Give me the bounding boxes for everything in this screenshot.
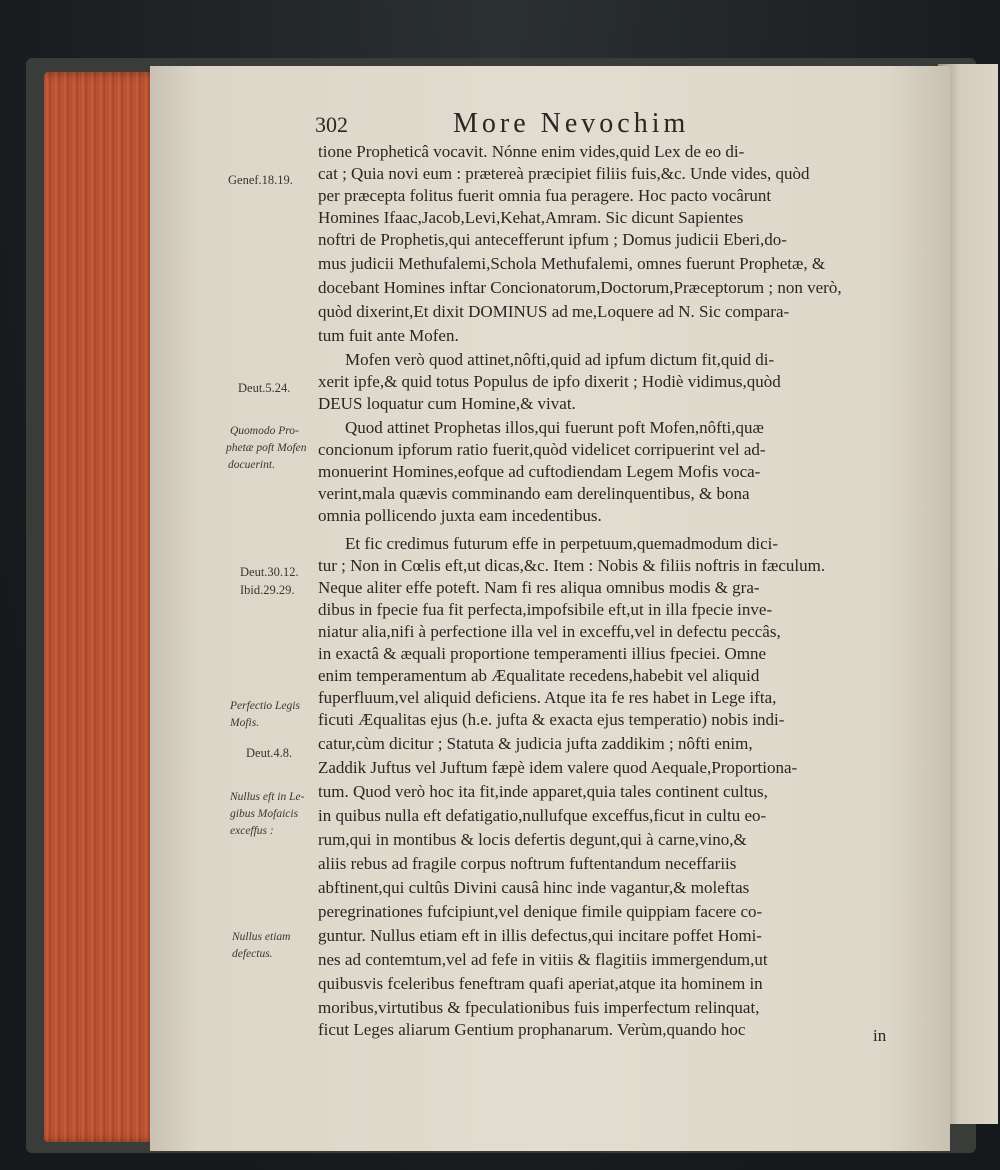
running-title: More Nevochim (453, 108, 690, 139)
text-line: niatur alia,nifi à perfectione illa vel in exceffu,vel in defectu peccâs, (318, 622, 781, 641)
text-line: Mofen verò quod attinet,nôfti,quid ad ipfum dictum fit,quid di- (345, 350, 775, 369)
text-line: dibus in fpecie fua fit perfecta,impofsibile eft,ut in illa fpecie inve- (318, 600, 773, 619)
margin-note: Quomodo Pro- (230, 425, 299, 437)
text-line: Homines Ifaac,Jacob,Levi,Kehat,Amram. Sic dicunt Sapientes (318, 208, 744, 227)
text-line: Zaddik Juftus vel Juftum fæpè idem valere quod Aequale,Proportiona- (318, 758, 798, 777)
text-line: moribus,virtutibus & fpeculationibus fuis imperfectum relinquat, (318, 998, 760, 1017)
margin-note: docuerint. (228, 459, 275, 471)
text-line: aliis rebus ad fragile corpus noftrum fuftentandum neceffariis (318, 854, 737, 873)
text-line: DEUS loquatur cum Homine,& vivat. (318, 394, 576, 413)
text-line: quòd dixerint,Et dixit DOMINUS ad me,Loquere ad N. Sic compara- (318, 302, 790, 321)
text-line: ficut Leges aliarum Gentium prophanarum. Verùm,quando hoc (318, 1020, 746, 1039)
text-line: ficuti Æqualitas ejus (h.e. jufta & exacta ejus temperatio) nobis indi- (318, 710, 785, 729)
margin-note: Nullus eft in Le- (230, 791, 305, 803)
text-line: monuerint Homines,eofque ad cuftodiendam Legem Mofis voca- (318, 462, 761, 481)
text-line: per præcepta folitus fuerit omnia fua peragere. Hoc pacto vocârunt (318, 186, 772, 205)
page-edges (44, 72, 162, 1142)
text-line: Neque aliter effe poteft. Nam fi res aliqua omnibus modis & gra- (318, 578, 760, 597)
text-line: guntur. Nullus etiam eft in illis defectus,qui incitare poffet Homi- (318, 926, 762, 945)
text-line: omnia pollicendo juxta eam incedentibus. (318, 506, 602, 525)
text-line: nes ad contemtum,vel ad fefe in vitiis & flagitiis immergendum,ut (318, 950, 768, 969)
text-line: rum,qui in montibus & locis defertis degunt,qui à carne,vino,& (318, 830, 747, 849)
text-line: docebant Homines inftar Concionatorum,Doctorum,Præceptorum ; non verò, (318, 278, 842, 297)
text-line: concionum ipforum ratio fuerit,quòd videlicet corripuerint vel ad- (318, 440, 766, 459)
margin-reference: Ibid.29.29. (240, 583, 295, 597)
text-line: quibusvis fceleribus feneftram quafi aperiat,atque ita hominem in (318, 974, 763, 993)
text-line: tum fuit ante Mofen. (318, 326, 459, 345)
text-line: xerit ipfe,& quid totus Populus de ipfo dixerit ; Hodiè vidimus,quòd (318, 372, 781, 391)
margin-note: Mofis. (230, 717, 260, 729)
margin-note: gibus Mofaicis (230, 808, 299, 820)
text-line: tur ; Non in Cœlis eft,ut dicas,&c. Item : Nobis & filiis noftris in fæculum. (318, 556, 826, 575)
page-number: 302 (315, 112, 348, 137)
text-line: mus judicii Methufalemi,Schola Methufalemi, omnes fuerunt Prophetæ, & (318, 254, 826, 273)
text-line: tione Propheticâ vocavit. Nónne enim vides,quid Lex de eo di- (318, 142, 745, 161)
margin-note: Nullus etiam (232, 931, 291, 943)
text-line: abftinent,qui cultûs Divini causâ hinc inde vagantur,& moleftas (318, 878, 750, 897)
margin-reference: Deut.30.12. (240, 565, 299, 579)
margin-reference: Deut.4.8. (246, 746, 293, 760)
text-line: fuperfluum,vel aliquid deficiens. Atque ita fe res habet in Lege ifta, (318, 688, 777, 707)
text-line: tum. Quod verò hoc ita fit,inde apparet,quia tales continent cultus, (318, 782, 768, 801)
text-line: noftri de Prophetis,qui antecefferunt ipfum ; Domus judicii Eberi,do- (318, 230, 787, 249)
margin-reference: Deut.5.24. (238, 381, 291, 395)
text-line: in quibus nulla eft defatigatio,nullufque exceffus,ficut in cultu eo- (318, 806, 767, 825)
margin-note: phetæ poft Mofen (226, 442, 307, 454)
margin-note: exceffus : (230, 825, 274, 837)
text-line: Quod attinet Prophetas illos,qui fuerunt poft Mofen,nôfti,quæ (345, 418, 764, 437)
text-line: verint,mala quævis comminando eam derelinquentibus, & bona (318, 484, 750, 503)
text-line: catur,cùm dicitur ; Statuta & judicia jufta zaddikim ; nôfti enim, (318, 734, 753, 753)
text-line: cat ; Quia novi eum : prætereà præcipiet filiis fuis,&c. Unde vides, quòd (318, 164, 810, 183)
margin-note: Perfectio Legis (230, 700, 300, 712)
catchword: in (873, 1026, 887, 1045)
text-line: enim temperamentum ab Æqualitate recedens,habebit vel aliquid (318, 666, 760, 685)
text-line: Et fic credimus futurum effe in perpetuum,quemadmodum dici- (345, 534, 779, 553)
text-line: in exactâ & æquali proportione temperamenti illius fpeciei. Omne (318, 644, 767, 663)
text-line: peregrinationes fufcipiunt,vel denique fimile quippiam facere co- (318, 902, 763, 921)
margin-reference: Genef.18.19. (228, 173, 293, 187)
margin-note: defectus. (232, 948, 273, 960)
